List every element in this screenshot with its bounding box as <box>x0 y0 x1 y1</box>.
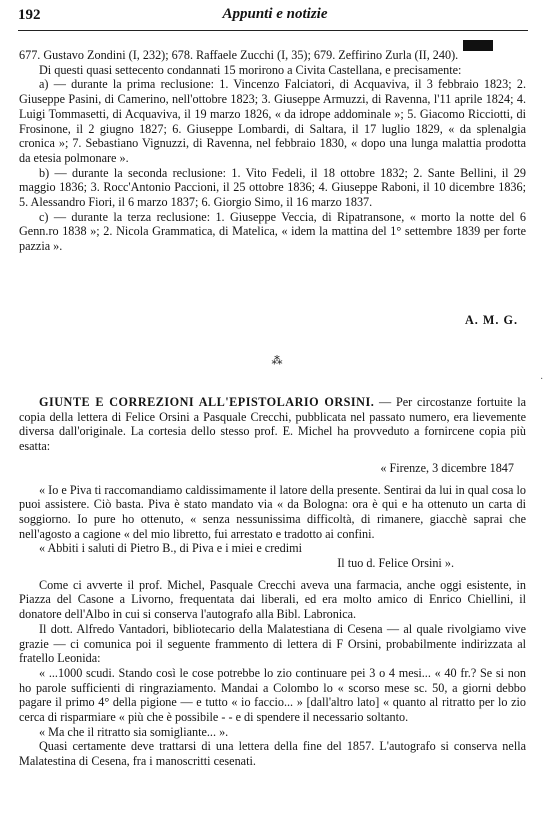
heading-intro-text: — Per circostanze fortuite la copia della lettera di Felice Orsini a Pasquale Crecchi, pubblicata nel passato numero, era lievemente diversa dall'originale. La cortesia dello stesso prof. E. Michel ha provveduto a fornircene copia più esatta: <box>19 395 526 454</box>
letter-closing: Il tuo d. Felice Orsini ». <box>337 556 454 571</box>
letter-greeting: « Abbiti i saluti di Pietro B., di Piva e i miei e credimi <box>39 541 303 556</box>
paragraph-second-reclusion: b) — durante la seconda reclusione: 1. Vito Fedeli, il 18 ottobre 1832; 2. Sante Bellini, il 29 maggio 1836; 3. Rocc'Antonio Paccioni, il 25 ottobre 1836; 4. Giuseppe Raboni, il 10 dicembre 1836; 5. Alessandro Fiori, il 6 marzo 1837; 6. Giorgio Simo, il 16 marzo 1837. <box>19 165 526 210</box>
letter-dateline: « Firenze, 3 dicembre 1847 <box>380 460 514 475</box>
page-number: 192 <box>18 7 41 23</box>
paragraph-first-reclusion: a) — durante la prima reclusione: 1. Vincenzo Falciatori, di Acquaviva, il 3 febbraio 1823; 2. Giuseppe Pasini, di Camerino, nell'ottobre 1823; 3. Giuseppe Armuzzi, di Ravenna, l'11 aprile 1824; 4. Luigi Tommasetti, di Acquaviva, il 19 marzo 1826, « da idrope addominale »; 5. Giacomo Ricciotti, di Frosinone, il 2 giugno 1827; 6. Giuseppe Lombardi, di Saltara, il 17 luglio 1829, « da splenalgia cronica »; 7. Sebastiano Vignuzzi, di Ravenna, nel febbraio 1830, « dopo una lunga malattia prodotta da etesia polmonare ». <box>19 77 526 165</box>
section-prisoners <box>19 48 526 254</box>
paragraph-third-reclusion: c) — durante la terza reclusione: 1. Giuseppe Veccia, di Ripatransone, « morto la notte del 6 Genn.ro 1838 »; 2. Nicola Grammatica, di Matelica, « idem la mattina del 1° settembre 1839 per forte pazzia ». <box>19 209 526 254</box>
paragraph-dating: Quasi certamente deve trattarsi di una lettera della fine del 1857. L'autografo si conserva nella Malatestina di Cesena, fra i manoscritti cesenati. <box>19 739 526 769</box>
divider-glyph: ⁂ <box>271 355 283 367</box>
paragraph-list-end: 677. Gustavo Zondini (I, 232); 678. Raffaele Zucchi (I, 35); 679. Zeffirino Zurla (II, 240). <box>19 48 459 62</box>
fragment-quote: « ...1000 scudi. Stando così le cose potrebbe lo zio continuare pei 3 o 4 mesi... « 40 fr.? Se si non ho parole sufficienti di ringraziamento. Mandai a Colombo lo « scorso mese sc. 50, a giorni debbo pagare il primo 4° della pigione — e tutto « io faccio... » [dall'altro lato] « quanto al ritratto per lo zio cerca di risparmiare « più che è possibile - - e di spendere il necessario soltanto. <box>19 665 526 725</box>
running-title: Appunti e notizie <box>222 6 328 22</box>
signature: A. M. G. <box>464 313 518 327</box>
letter-paragraph: « Io e Piva ti raccomandiamo caldissimamente il latore della presente. Sentirai da lui in qual cosa lo puoi assistere. Ciò basta. Piva è stato mandato via « da Bologna: ora è qui e ha ottenuto un carta di soggiorno. Io pure ho ottenuto, « senza nessunissima difficoltà, di rimanere, giacchè saprai che nell'agosto a cagione « del mio libretto, fui arrestato e tradotto ai confini. <box>19 482 526 541</box>
fragment-quote-end: « Ma che il ritratto sia somigliante... ». <box>39 724 229 739</box>
paragraph-crecchi: Come ci avverte il prof. Michel, Pasquale Crecchi aveva una farmacia, anche oggi esistente, in Piazza del Casone a Livorno, frequentata dai liberali, ed era molto amico di Enrico Chiellini, il donatore dell'Albo in cui si conserva l'autografo alla Bibl. Labronica. <box>19 577 526 622</box>
paragraph-vantadori: Il dott. Alfredo Vantadori, bibliotecario della Malatestiana di Cesena — al quale rivolgiamo vive grazie — ci comunica poi il seguente frammento di lettera di F Orsini, probabilmente indirizzata al fratello Leonida: <box>19 621 526 666</box>
header-rule <box>18 30 528 31</box>
section-orsini <box>19 395 526 769</box>
paragraph-heading <box>19 395 526 454</box>
section-divider-stars <box>265 357 289 366</box>
section-heading: GIUNTE E CORREZIONI ALL'EPISTOLARIO ORSINI. <box>39 395 375 409</box>
edge-mark: · <box>540 374 544 385</box>
paragraph-deaths-intro: Di questi quasi settecento condannati 15 morirono a Civita Castellana, e precisamente: <box>39 62 462 77</box>
